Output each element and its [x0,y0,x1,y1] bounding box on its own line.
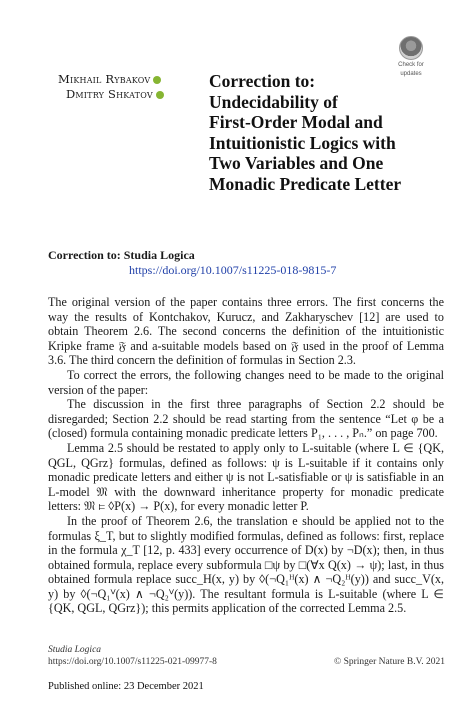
orcid-icon[interactable] [156,91,164,99]
author-name: Dmitry Shkatov [66,87,153,101]
author-name: Mikhail Rybakov [58,72,151,86]
title-line: First-Order Modal and [209,112,383,132]
footer-citation [48,645,217,668]
title-line: Undecidability of [209,91,338,112]
article-title [209,71,439,194]
orcid-icon[interactable] [153,76,161,84]
copyright: © Springer Nature B.V. 2021 [333,657,445,667]
original-doi-link[interactable]: https://doi.org/10.1007/s11225-018-9815-7 [129,263,337,277]
paragraph: To correct the errors, the following changes need to be made to the original version of the paper: [48,367,444,397]
author-list [58,72,164,102]
paragraph: The discussion in the first three paragraphs of Section 2.2 should be disregarded; Section 2.2 should be read starting from the sentence “Let φ be a (closed) formula containing monadic predicate letters P₁, . . . , Pₙ.” on page 700. [48,397,444,441]
article-doi-link[interactable]: https://doi.org/10.1007/s11225-021-09977-8 [48,656,217,667]
badge-label-2: updates [400,70,422,77]
title-line: Two Variables and One [209,153,384,173]
published-date: Published online: 23 December 2021 [48,681,204,692]
update-icon [399,36,423,60]
paragraph: The original version of the paper contains three errors. The first concerns the way the results of Kontchakov, Kurucz, and Zakharyschev [12] are used to obtain Theorem 2.6. The second concerns the definition of the intuitionistic Kripke frame 𝔉 and a-suitable models based on 𝔉 used in the proof of Lemma 3.6. The third concern the definition of formulas in Section 2.3. [48,295,444,368]
author-1 [58,72,164,87]
journal-name: Studia Logica [48,645,102,655]
paragraph: In the proof of Theorem 2.6, the translation e should be applied not to the formulas ξ_T, but to slightly modified formulas, defined as follows: first, replace in the formula χ_T [12, p. 433] every occurrence of D(x) by ¬D(x); then, in thus obtained formula, replace every subformula □ψ by □(∀x Q(x) → ψ); last, in thus obtained formula replace succ_H(x, y) by ◊(¬Q₁ᴴ(x) ∧ ¬Q₂ᴴ(y)) and succ_V(x, y) by ◊(¬Q₁ⱽ(x) ∧ ¬Q₂ⱽ(y)). The resultant formula is L-suitable (where L ∈ {QK, QGL, QGrz}); this permits application of the corrected Lemma 2.5. [48,513,444,616]
article-body [48,295,444,616]
title-line: Monadic Predicate Letter [209,173,402,194]
badge-label-1: Check for [398,62,424,68]
paragraph: Lemma 2.5 should be restated to apply only to L-suitable (where L ∈ {QK, QGL, QGrz} formulas, defined as follows: ψ is L-suitable if it contains only monadic predicate letters and either ψ is not L-satisfiable or ψ is satisfiable in an L-model 𝔐 with the downward inheritance property for monadic predicate letters: 𝔐 ⊨ ◊P(x) → P(x), for every monadic letter P. [48,440,444,514]
title-line: Intuitionistic Logics with [209,132,396,153]
author-2 [58,87,164,102]
correction-heading: Correction to: Studia Logica [48,248,195,262]
title-line: Correction to: [209,71,316,91]
